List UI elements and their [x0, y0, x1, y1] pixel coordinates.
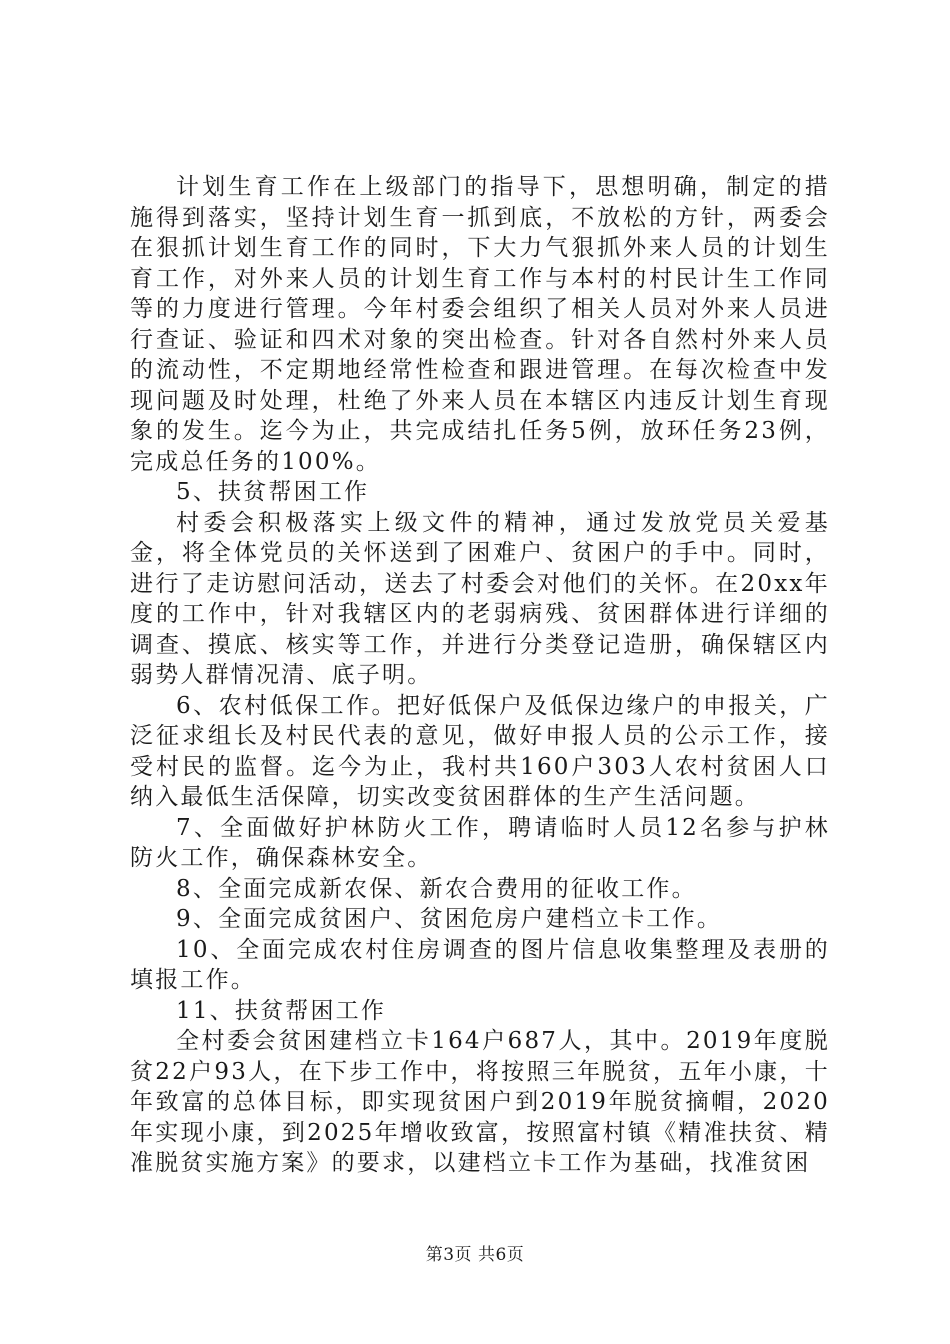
paragraph-forest-fire: 7、全面做好护林防火工作，聘请临时人员12名参与护林防火工作，确保森林安全。	[130, 814, 830, 871]
paragraph-insurance-collection: 8、全面完成新农保、新农合费用的征收工作。	[176, 875, 697, 902]
paragraph-poverty-filing: 9、全面完成贫困户、贫困危房户建档立卡工作。	[176, 906, 723, 932]
paragraph-poverty-registration: 全村委会贫困建档立卡164户687人，其中。2019年度脱贫22户93人，在下步工作中，将按照三年脱贫，五年小康，十年致富的总体目标，即实现贫困户到2019年脱贫摘帽，2020年实现小康，到2025年增收致富，按照富村镇《精准扶贫、精准脱贫实施方案》的要求，以建档立卡工作为基础，找准贫困	[130, 1028, 830, 1176]
paragraph-rural-subsistence: 6、农村低保工作。把好低保户及低保边缘户的申报关，广泛征求组长及村民代表的意见，做好申报人员的公示工作，接受村民的监督。迄今为止，我村共160户303人农村贫困人口纳入最低生活保障，切实改变贫困群体的生产生活问题。	[130, 692, 830, 810]
section-heading-poverty-relief-2: 11、扶贫帮困工作	[176, 997, 387, 1024]
paragraph-family-planning: 计划生育工作在上级部门的指导下，思想明确，制定的措施得到落实，坚持计划生育一抓到底，不放松的方针，两委会在狠抓计划生育工作的同时，下大力气狠抓外来人员的计划生育工作，对外来人员的计划生育工作与本村的村民计生工作同等的力度进行管理。今年村委会组织了相关人员对外来人员进行查证、验证和四术对象的突出检查。针对各自然村外来人员的流动性，不定期地经常性检查和跟进管理。在每次检查中发现问题及时处理，杜绝了外来人员在本辖区内违反计划生育现象的发生。迄今为止，共完成结扎任务5例，放环任务23例，完成总任务的100%。	[130, 174, 830, 475]
section-heading-poverty-relief: 5、扶贫帮困工作	[176, 479, 370, 505]
document-body	[130, 172, 830, 1179]
paragraph-housing-survey: 10、全面完成农村住房调查的图片信息收集整理及表册的填报工作。	[130, 936, 830, 993]
paragraph-poverty-relief: 村委会积极落实上级文件的精神，通过发放党员关爱基金，将全体党员的关怀送到了困难户、贫困户的手中。同时，进行了走访慰问活动，送去了村委会对他们的关怀。在20xx年度的工作中，针对我辖区内的老弱病残、贫困群体进行详细的调查、摸底、核实等工作，并进行分类登记造册，确保辖区内弱势人群情况清、底子明。	[130, 509, 830, 688]
page-number-footer: 第3页 共6页	[425, 1245, 525, 1265]
